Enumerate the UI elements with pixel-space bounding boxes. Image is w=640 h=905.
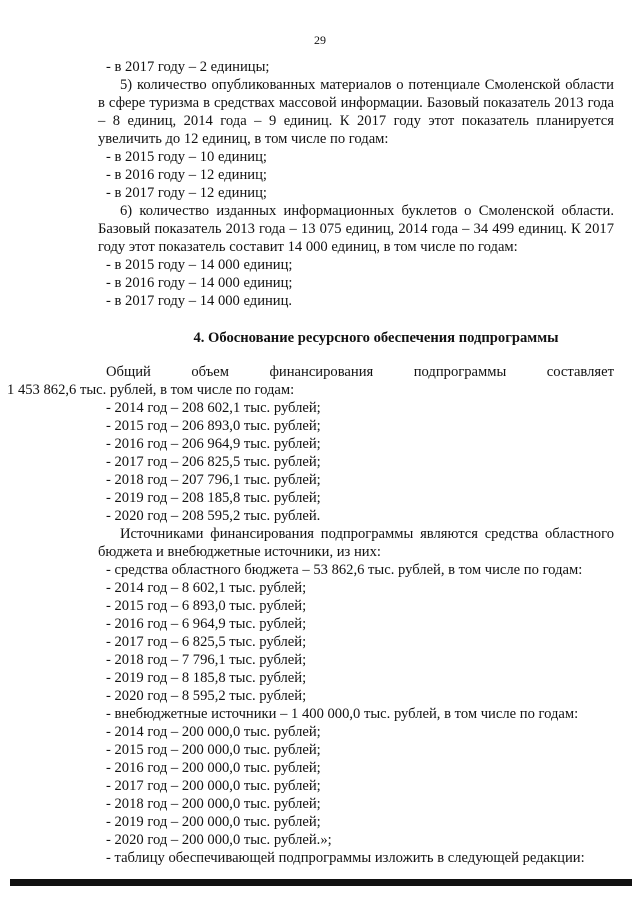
final-line: - таблицу обеспечивающей подпрограммы изложить в следующей редакции: (106, 850, 585, 866)
list-item: - в 2015 году – 10 единиц; (106, 149, 267, 165)
total-funding-line-2: 1 453 862,6 тыс. рублей, в том числе по годам: (7, 382, 295, 398)
document-body (7, 58, 614, 867)
list-item: - в 2016 году – 12 единиц; (106, 167, 267, 183)
list-item: - в 2016 году – 14 000 единиц; (106, 275, 293, 291)
list-item: - 2020 год – 8 595,2 тыс. рублей; (106, 688, 307, 704)
list-item: - в 2015 году – 14 000 единиц; (106, 257, 293, 273)
list-item: - 2018 год – 7 796,1 тыс. рублей; (106, 652, 307, 668)
list-item: - 2014 год – 208 602,1 тыс. рублей; (106, 400, 321, 416)
list-item: - 2019 год – 208 185,8 тыс. рублей; (106, 490, 321, 506)
list-item: - 2016 год – 6 964,9 тыс. рублей; (106, 616, 307, 632)
list-item: - 2016 год – 200 000,0 тыс. рублей; (106, 760, 321, 776)
list-item: - в 2017 году – 14 000 единиц. (106, 293, 293, 309)
regional-budget-line: - средства областного бюджета – 53 862,6 тыс. рублей, в том числе по годам: (106, 562, 583, 578)
list-item: - 2020 год – 208 595,2 тыс. рублей. (106, 508, 321, 524)
list-item: - 2016 год – 206 964,9 тыс. рублей; (106, 436, 321, 452)
list-item: - 2020 год – 200 000,0 тыс. рублей.»; (106, 832, 332, 848)
section-heading: 4. Обоснование ресурсного обеспечения подпрограммы (193, 330, 559, 346)
list-item: - 2018 год – 207 796,1 тыс. рублей; (106, 472, 321, 488)
total-funding-line-1: Общий объем финансирования подпрограммы составляет (106, 364, 614, 380)
sources-paragraph: Источниками финансирования подпрограммы являются средства областного бюджета и внебюджетные источники, из них: (98, 526, 614, 560)
list-item: - 2015 год – 206 893,0 тыс. рублей; (106, 418, 321, 434)
list-item: - 2014 год – 8 602,1 тыс. рублей; (106, 580, 307, 596)
list-item: - 2015 год – 200 000,0 тыс. рублей; (106, 742, 321, 758)
list-item: - в 2017 году – 12 единиц; (106, 185, 267, 201)
list-item: - 2019 год – 8 185,8 тыс. рублей; (106, 670, 307, 686)
list-item: - 2018 год – 200 000,0 тыс. рублей; (106, 796, 321, 812)
page-number: 29 (314, 33, 326, 47)
list-item: - 2014 год – 200 000,0 тыс. рублей; (106, 724, 321, 740)
list-item: - 2017 год – 206 825,5 тыс. рублей; (106, 454, 321, 470)
paragraph-6: 6) количество изданных информационных буклетов о Смоленской области. Базовый показатель 2013 года – 13 075 единиц, 2014 года – 34 499 единиц. К 2017 году этот показатель составит 14 000 единиц, в том числе по годам: (98, 203, 614, 255)
list-item: - 2015 год – 6 893,0 тыс. рублей; (106, 598, 307, 614)
list-item: - 2017 год – 6 825,5 тыс. рублей; (106, 634, 307, 650)
scan-edge-bar (10, 879, 632, 886)
extrabudget-line: - внебюджетные источники – 1 400 000,0 тыс. рублей, в том числе по годам: (106, 706, 579, 722)
list-item: - 2017 год – 200 000,0 тыс. рублей; (106, 778, 321, 794)
list-item: - в 2017 году – 2 единицы; (106, 59, 270, 75)
paragraph-5: 5) количество опубликованных материалов о потенциале Смоленской области в сфере туризма в средствах массовой информации. Базовый показатель 2013 года – 8 единиц, 2014 года – 9 единиц. К 2017 году этот показатель планируется увеличить до 12 единиц, в том числе по годам: (98, 77, 614, 147)
list-item: - 2019 год – 200 000,0 тыс. рублей; (106, 814, 321, 830)
